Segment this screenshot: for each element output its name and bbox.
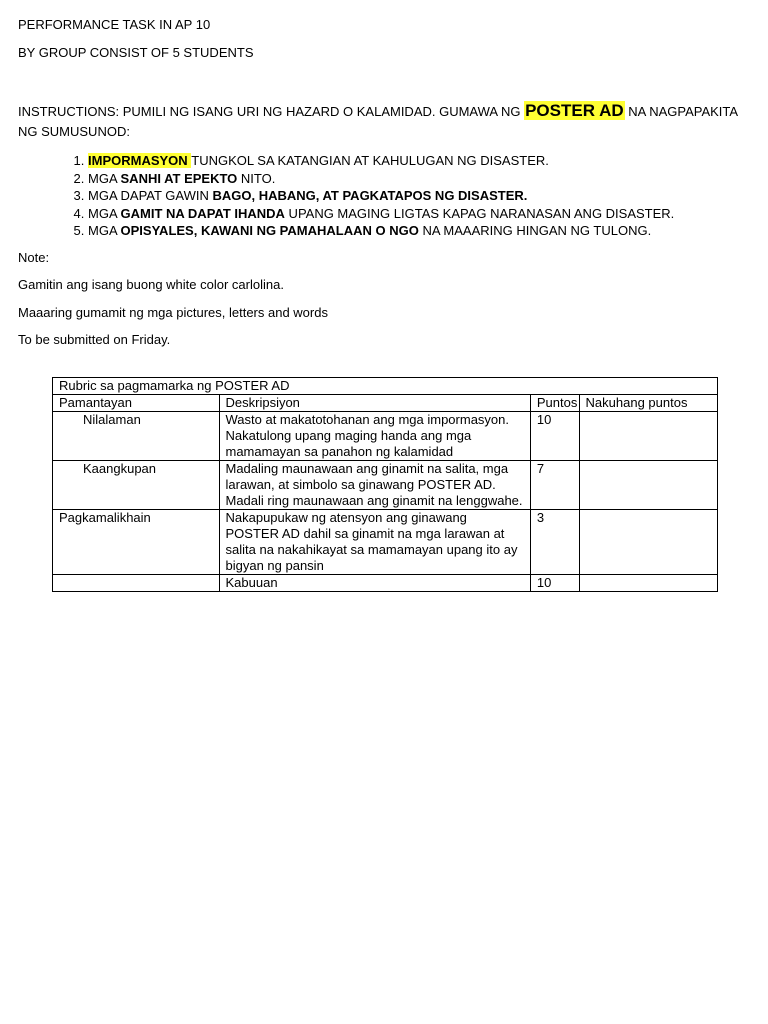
task-rest: TUNGKOL SA KATANGIAN AT KAHULUGAN NG DISASTER. — [191, 153, 549, 168]
criterion-cell: Nilalaman — [53, 412, 220, 461]
criterion-cell: Kaangkupan — [53, 461, 220, 510]
header-subtitle: BY GROUP CONSIST OF 5 STUDENTS — [18, 45, 254, 60]
score-cell[interactable] — [579, 412, 717, 461]
table-row — [53, 510, 718, 575]
description-cell: Nakapupukaw ng atensyon ang ginawang POSTER AD dahil sa ginamit na mga larawan at salita na nakahikayat sa mamamayan upang ito ay bigyan ng pansin — [219, 510, 530, 575]
task-item — [88, 170, 748, 188]
note-line-1: Gamitin ang isang buong white color carlolina. — [18, 277, 284, 292]
task-pre: MGA DAPAT GAWIN — [88, 188, 213, 204]
task-list — [18, 152, 748, 240]
task-pre: MGA — [88, 205, 121, 221]
task-bold: OPISYALES, KAWANI NG PAMAHALAAN O NGO — [120, 223, 419, 239]
criterion-cell: Pagkamalikhain — [53, 510, 220, 575]
total-criterion-cell — [53, 575, 220, 592]
note-label: Note: — [18, 250, 50, 265]
header-points: Puntos — [530, 395, 579, 412]
total-score-cell[interactable] — [579, 575, 717, 592]
points-cell: 3 — [530, 510, 579, 575]
rubric-title: Rubric sa pagmamarka ng POSTER AD — [53, 378, 718, 395]
poster-ad-highlight: POSTER AD — [525, 101, 624, 120]
header-title: PERFORMANCE TASK IN AP 10 — [18, 17, 211, 32]
task-item — [88, 205, 748, 223]
instructions-suffix: NA NAGPAPAKITA NG SUMUSUNOD: — [18, 104, 738, 139]
total-points: 10 — [530, 575, 579, 592]
table-row — [53, 461, 718, 510]
points-cell: 7 — [530, 461, 579, 510]
note-line-2: Maaaring gumamit ng mga pictures, letters and words — [18, 305, 328, 320]
total-row — [53, 575, 718, 592]
task-item — [88, 187, 748, 205]
task-bold: BAGO, HABANG, AT PAGKATAPOS NG DISASTER. — [212, 188, 528, 204]
task-item — [88, 222, 748, 240]
instructions-prefix: INSTRUCTIONS: PUMILI NG ISANG URI NG HAZARD O KALAMIDAD. GUMAWA NG — [18, 104, 525, 119]
task-bold: SANHI AT EPEKTO — [120, 170, 238, 186]
description-cell: Madaling maunawaan ang ginamit na salita, mga larawan, at simbolo sa ginawang POSTER AD. Madali ring maunawaan ang ginamit na lenggwahe. — [219, 461, 530, 510]
score-cell[interactable] — [579, 510, 717, 575]
header-description: Deskripsiyon — [219, 395, 530, 412]
rubric-title-row — [53, 378, 718, 395]
task-rest: NITO. — [237, 170, 276, 186]
header-criterion: Pamantayan — [53, 395, 220, 412]
table-row — [53, 412, 718, 461]
task-bold: GAMIT NA DAPAT IHANDA — [120, 205, 285, 221]
task-bold: IMPORMASYON — [88, 153, 192, 168]
points-cell: 10 — [530, 412, 579, 461]
note-line-3: To be submitted on Friday. — [18, 332, 171, 347]
total-label: Kabuuan — [219, 575, 530, 592]
instructions-paragraph — [18, 101, 748, 142]
task-rest: NA MAAARING HINGAN NG TULONG. — [418, 223, 652, 239]
header-score: Nakuhang puntos — [579, 395, 717, 412]
task-item — [88, 152, 748, 170]
rubric-table — [52, 377, 718, 592]
task-pre: MGA — [88, 223, 121, 239]
task-rest: UPANG MAGING LIGTAS KAPAG NARANASAN ANG DISASTER. — [284, 205, 675, 221]
task-pre: MGA — [88, 170, 121, 186]
description-cell: Wasto at makatotohanan ang mga impormasyon. Nakatulong upang maging handa ang mga mamamayan sa panahon ng kalamidad — [219, 412, 530, 461]
score-cell[interactable] — [579, 461, 717, 510]
rubric-header-row — [53, 395, 718, 412]
